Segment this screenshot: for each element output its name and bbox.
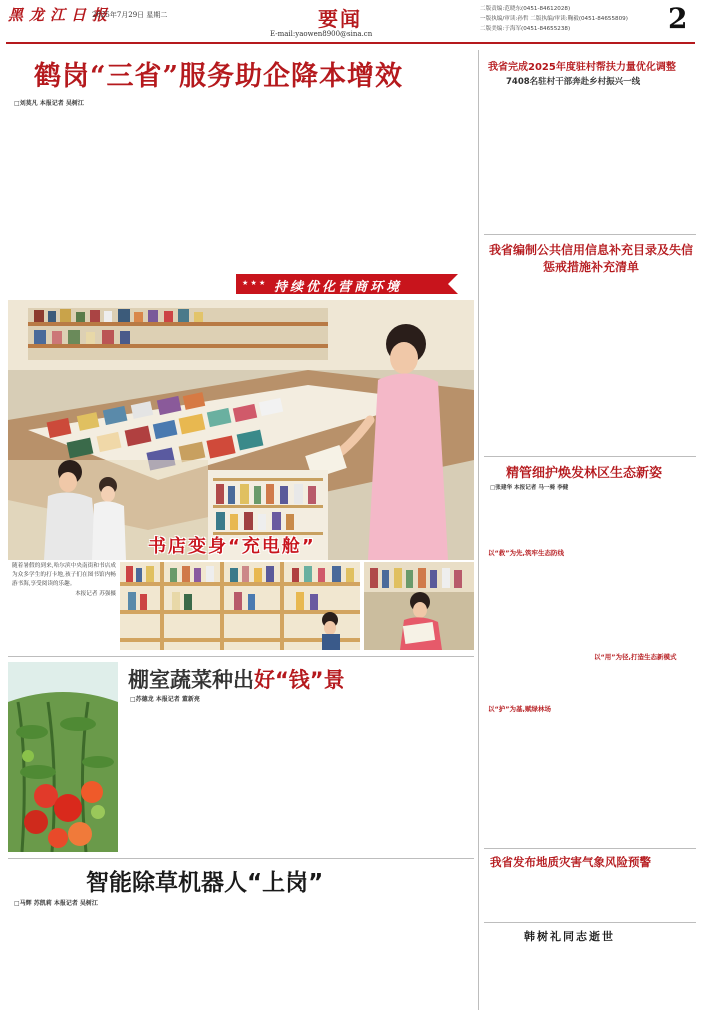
greenhouse-headline-part1: 棚室蔬菜种出 bbox=[128, 668, 254, 692]
masthead-rule bbox=[6, 42, 695, 44]
banner-text: 持续优化营商环境 bbox=[274, 280, 403, 295]
forest-section-1: 以“救”为先,筑牢生态防线 bbox=[488, 549, 565, 557]
bookstore-photo-image bbox=[8, 300, 474, 560]
greenhouse-column bbox=[344, 694, 406, 852]
column-divider bbox=[478, 50, 479, 1010]
bookstore-shelf-photo bbox=[120, 562, 360, 650]
cadre-headline: 我省完成2025年度驻村帮扶力量优化调整 bbox=[488, 62, 676, 73]
obituary-headline: 韩树礼同志逝世 bbox=[524, 930, 615, 943]
section-title: 要闻 bbox=[318, 7, 362, 31]
section-email: E-mail:yaowen8900@sina.cn bbox=[270, 30, 373, 38]
greenhouse-column bbox=[410, 694, 474, 852]
bookstore-photo-credit: 本报记者 苏强摄 bbox=[75, 591, 116, 598]
geohazard-column bbox=[592, 874, 694, 918]
lead-byline: □刘莫凡 本报记者 吴树江 bbox=[14, 100, 84, 107]
cadre-column bbox=[486, 96, 586, 228]
lead-column bbox=[92, 100, 172, 260]
credit-column bbox=[486, 282, 586, 452]
forest-headline: 精管细护焕发林区生态新姿 bbox=[506, 466, 663, 481]
greenhouse-photo bbox=[8, 662, 118, 852]
credit-headline: 我省编制公共信用信息补充目录及失信惩戒措施补充清单 bbox=[488, 243, 693, 274]
paper-name: 黑龙江日报 bbox=[8, 6, 114, 24]
business-environment-banner bbox=[236, 272, 466, 296]
section-divider bbox=[484, 922, 696, 923]
greenhouse-tomato-image bbox=[8, 662, 118, 852]
section-divider bbox=[8, 656, 474, 657]
obituary-column bbox=[486, 948, 584, 1014]
bookstore-reader-photo bbox=[364, 562, 474, 650]
bookstore-main-photo bbox=[8, 300, 474, 560]
greenhouse-headline bbox=[128, 664, 345, 694]
geohazard-headline: 我省发布地质灾害气象风险预警 bbox=[490, 855, 651, 869]
robot-column bbox=[120, 898, 232, 1016]
forest-column bbox=[486, 500, 586, 840]
robot-column bbox=[8, 908, 116, 1016]
robot-column bbox=[236, 898, 348, 1016]
lead-column bbox=[176, 100, 256, 260]
bookstore-shelf-image bbox=[120, 562, 360, 650]
lead-headline: 鹤岗“三省”服务助企降本增效 bbox=[34, 61, 404, 92]
cadre-column bbox=[592, 96, 694, 228]
robot-byline: □马辉 苏凯莉 本报记者 吴树江 bbox=[14, 900, 98, 907]
bookstore-reader-image bbox=[364, 562, 474, 650]
forest-column bbox=[592, 484, 694, 840]
lead-column bbox=[410, 100, 474, 260]
lead-column bbox=[8, 108, 86, 258]
credit-column bbox=[592, 282, 694, 452]
forest-byline: □张建华 本报记者 马一骑 李健 bbox=[490, 485, 569, 491]
cadre-subhead: 7408名驻村干部奔赴乡村振兴一线 bbox=[506, 77, 641, 87]
geohazard-column bbox=[486, 874, 586, 918]
section-divider bbox=[484, 234, 696, 235]
obituary-box bbox=[486, 926, 694, 1018]
editor-line: 二版责编:范晓东(0451-84612028) bbox=[480, 6, 571, 12]
issue-date: 2025年7月29日 星期二 bbox=[92, 11, 168, 19]
greenhouse-column bbox=[200, 694, 268, 852]
greenhouse-headline-part2: 好“钱”景 bbox=[254, 668, 345, 692]
obituary-column bbox=[590, 948, 694, 1014]
lead-column bbox=[260, 100, 340, 260]
editor-line: 二版美编:于海军(0451-84655238) bbox=[480, 26, 571, 32]
banner-stars: ★ ★ ★ bbox=[242, 279, 266, 287]
bookstore-caption-text: 随着暑假的到来,哈尔滨中央南街和书店成为众多学生的打卡地,孩子们在图书馆内畅游书海,享受阅读的乐趣。 bbox=[12, 563, 116, 587]
masthead bbox=[0, 0, 701, 46]
section-divider bbox=[484, 848, 696, 849]
greenhouse-column bbox=[272, 694, 340, 852]
greenhouse-column bbox=[130, 704, 196, 852]
forest-section-2: 以“护”为基,赋绿林场 bbox=[488, 705, 552, 713]
section-divider bbox=[8, 858, 474, 859]
forest-section-3: 以“用”为径,打造生态新模式 bbox=[594, 653, 677, 661]
greenhouse-byline: □苏德龙 本报记者 董新亮 bbox=[130, 696, 200, 703]
bookstore-caption bbox=[12, 562, 116, 599]
bookstore-title: 书店变身“充电舱” bbox=[148, 536, 316, 557]
robot-headline: 智能除草机器人“上岗” bbox=[86, 870, 324, 896]
lead-column bbox=[344, 100, 406, 260]
section-divider bbox=[484, 456, 696, 457]
editors-list bbox=[480, 4, 660, 34]
editor-line: 一版执编/审读:孙哲 二版执编/审读:鞠毅(0451-84655809) bbox=[480, 16, 628, 22]
page-number: 2 bbox=[668, 2, 688, 35]
robot-column bbox=[352, 898, 474, 1016]
